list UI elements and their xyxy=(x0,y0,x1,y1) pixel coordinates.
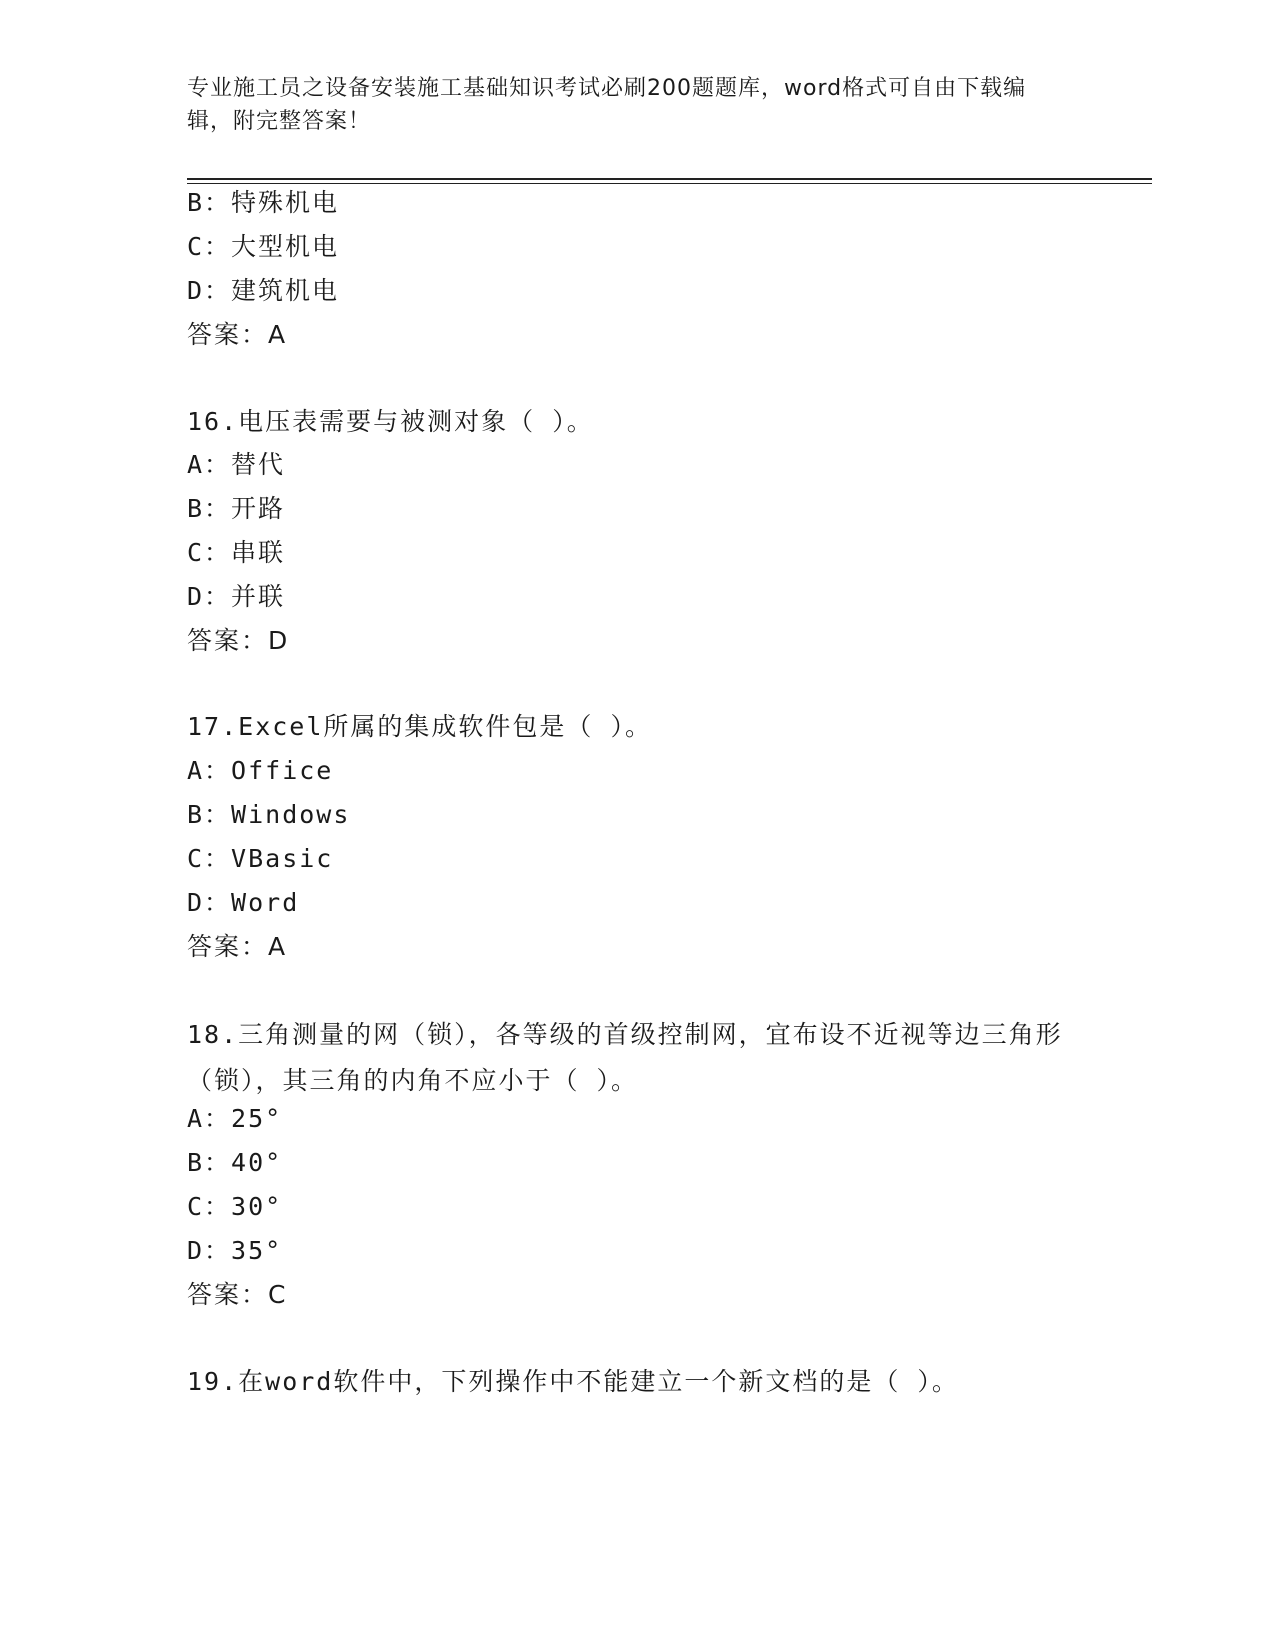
q18-option-c: C：30° xyxy=(187,1192,283,1221)
q15-answer: 答案：A xyxy=(187,320,288,349)
q17-answer: 答案：A xyxy=(187,932,288,961)
q16-option-d: D：并联 xyxy=(187,582,286,611)
q18-option-a: A：25° xyxy=(187,1104,283,1133)
q17-option-b: B：Windows xyxy=(187,800,351,829)
header-rule-thin xyxy=(187,183,1152,184)
q19-stem: 19.在word软件中，下列操作中不能建立一个新文档的是（ ）。 xyxy=(187,1367,959,1396)
q17-option-a: A：Office xyxy=(187,756,334,785)
document-header: 专业施工员之设备安装施工基础知识考试必刷200题题库，word格式可自由下载编辑，附完整答案！ xyxy=(187,76,1027,134)
q18-answer: 答案：C xyxy=(187,1280,288,1309)
q16-option-a: A：替代 xyxy=(187,450,286,479)
q15-option-c: C：大型机电 xyxy=(187,232,340,261)
header-rule-thick xyxy=(187,178,1152,180)
q15-option-b: B：特殊机电 xyxy=(187,188,340,217)
q16-option-c: C：串联 xyxy=(187,538,286,567)
q15-option-d: D：建筑机电 xyxy=(187,276,340,305)
q16-answer: 答案：D xyxy=(187,626,290,655)
q17-stem: 17.Excel所属的集成软件包是（ ）。 xyxy=(187,712,652,741)
q16-option-b: B：开路 xyxy=(187,494,286,523)
q18-option-d: D：35° xyxy=(187,1236,283,1265)
q18-option-b: B：40° xyxy=(187,1148,283,1177)
q18-stem: 18.三角测量的网（锁），各等级的首级控制网，宜布设不近视等边三角形（锁），其三角的内角不应小于（ ）。 xyxy=(187,1020,1063,1095)
q17-option-d: D：Word xyxy=(187,888,300,917)
q16-stem: 16.电压表需要与被测对象（ ）。 xyxy=(187,407,594,436)
q17-option-c: C：VBasic xyxy=(187,844,334,873)
